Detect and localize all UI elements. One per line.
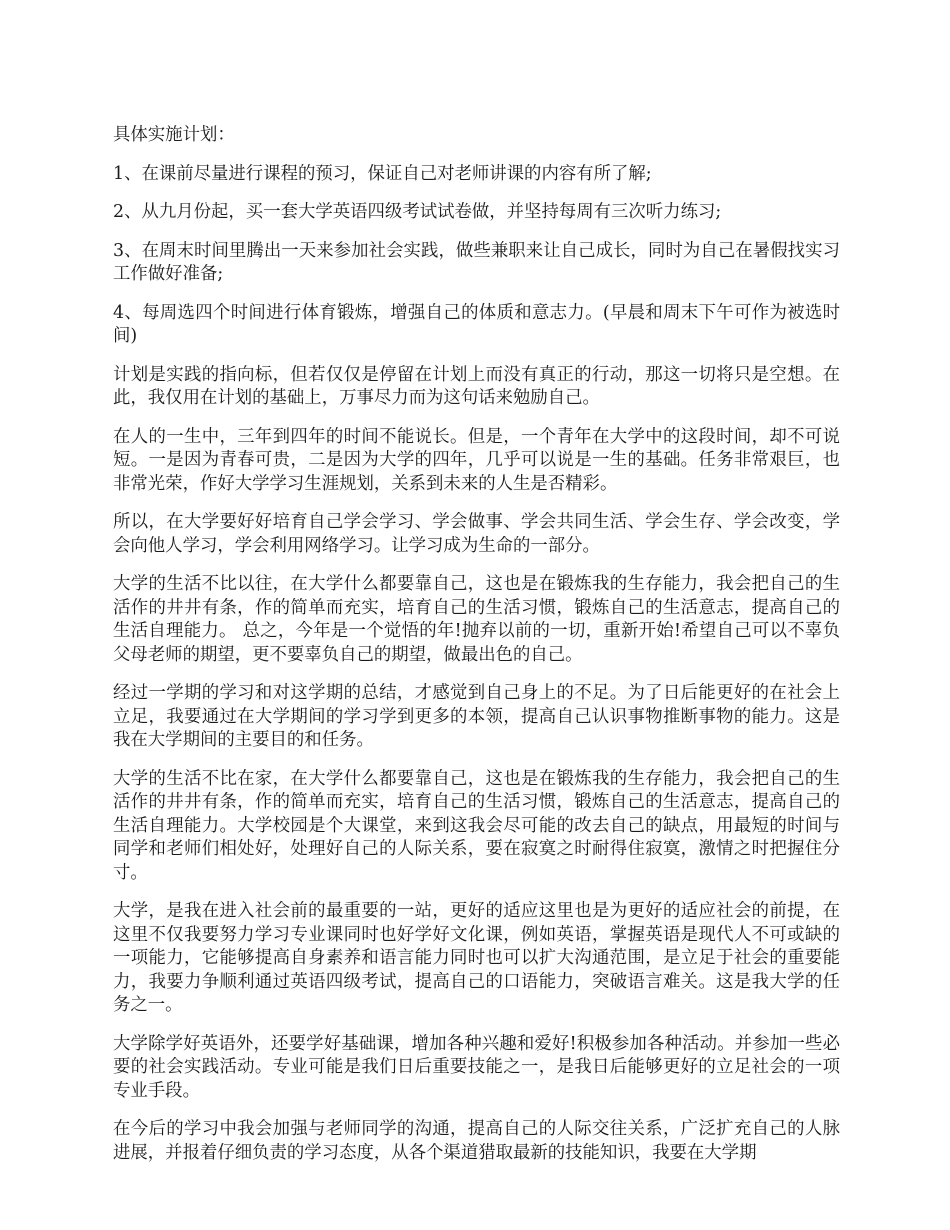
body-paragraph: 大学除学好英语外，还要学好基础课，增加各种兴趣和爱好!积极参加各种活动。并参加一些必要的社会实践活动。专业可能是我们日后重要技能之一，是我日后能够更好的立足社会的一项专业手段。 — [113, 1033, 840, 1101]
document-body — [113, 124, 840, 1180]
plan-item-1: 1、在课前尽量进行课程的预习，保证自己对老师讲课的内容有所了解; — [113, 163, 652, 184]
body-paragraph: 所以，在大学要好好培育自己学会学习、学会做事、学会共同生活、学会生存、学会改变，学会向他人学习，学会利用网络学习。让学习成为生命的一部分。 — [113, 512, 840, 556]
body-paragraph: 大学的生活不比在家，在大学什么都要靠自己，这也是在锻炼我的生存能力，我会把自己的生活作的井井有条，作的简单而充实，培育自己的生活习惯，锻炼自己的生活意志，提高自己的生活自理能力。大学校园是个大课堂，来到这我会尽可能的改去自己的缺点，用最短的时间与同学和老师们相处好，处理好自己的人际关系，要在寂寞之时耐得住寂寞，激情之时把握住分寸。 — [113, 768, 840, 883]
body-paragraph: 大学，是我在进入社会前的最重要的一站，更好的适应这里也是为更好的适应社会的前提，在这里不仅我要努力学习专业课同时也好学好文化课，例如英语，掌握英语是现代人不可或缺的一项能力，它能够提高自身素养和语言能力同时也可以扩大沟通范围，是立足于社会的重要能力，我要力争顺利通过英语四级考试，提高自己的口语能力，突破语言难关。这是我大学的任务之一。 — [113, 901, 840, 1015]
plan-item-2: 2、从九月份起，买一套大学英语四级考试试卷做，并坚持每周有三次听力练习; — [113, 202, 722, 222]
body-paragraph: 在今后的学习中我会加强与老师同学的沟通，提高自己的人际交往关系，广泛扩充自己的人脉进展，并报着仔细负责的学习态度，从各个渠道猎取最新的技能知识，我要在大学期 — [113, 1119, 840, 1163]
plan-item-4: 4、每周选四个时间进行体育锻炼，增强自己的体质和意志力。(早晨和周末下午可作为被选时间) — [113, 302, 840, 346]
body-paragraph: 在人的一生中，三年到四年的时间不能说长。但是，一个青年在大学中的这段时间，却不可说短。一是因为青春可贵，二是因为大学的四年，几乎可以说是一生的基础。任务非常艰巨，也非常光荣，作好大学学习生涯规划，关系到未来的人生是否精彩。 — [113, 426, 840, 494]
body-paragraph: 计划是实践的指向标，但若仅仅是停留在计划上而没有真正的行动，那这一切将只是空想。在此，我仅用在计划的基础上，万事尽力而为这句话来勉励自己。 — [113, 364, 840, 408]
plan-item-3: 3、在周末时间里腾出一天来参加社会实践，做些兼职来让自己成长，同时为自己在暑假找实习工作做好准备; — [113, 240, 840, 284]
plan-heading: 具体实施计划： — [113, 125, 235, 145]
body-paragraph: 经过一学期的学习和对这学期的总结，才感觉到自己身上的不足。为了日后能更好的在社会上立足，我要通过在大学期间的学习学到更多的本领，提高自己认识事物推断事物的能力。这是我在大学期间的主要目的和任务。 — [113, 683, 840, 750]
body-paragraph: 大学的生活不比以往，在大学什么都要靠自己，这也是在锻炼我的生存能力，我会把自己的生活作的井井有条，作的简单而充实，培育自己的生活习惯，锻炼自己的生活意志，提高自己的生活自理能力。 总之，今年是一个觉悟的年!抛弃以前的一切，重新开始!希望自己可以不辜负父母老师的期望，更不要辜负自己的期望，做最出色的自己。 — [113, 574, 840, 665]
